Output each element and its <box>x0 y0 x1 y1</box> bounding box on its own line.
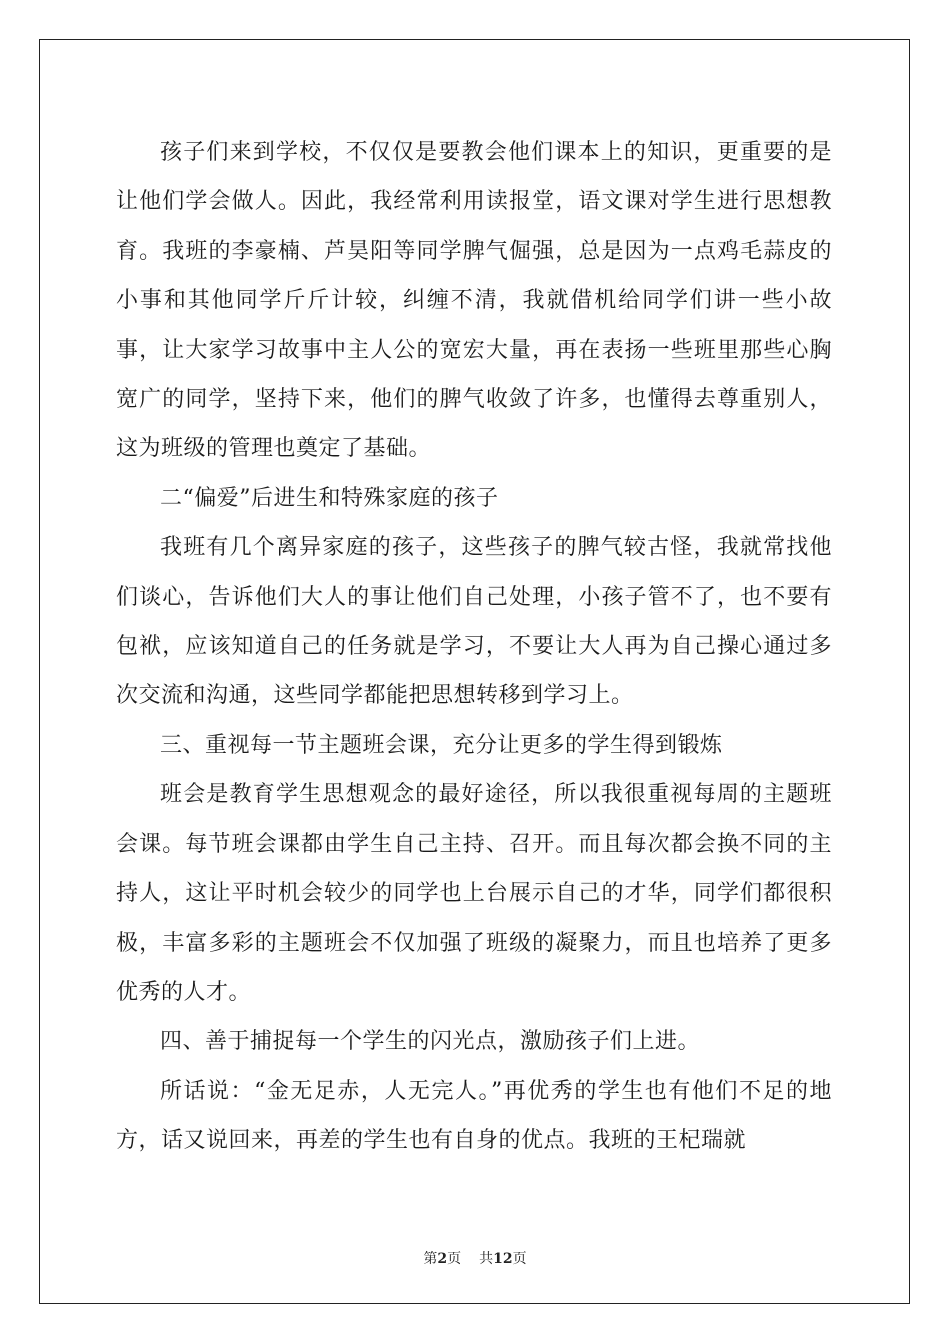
page-label-prefix: 第 <box>423 1251 438 1267</box>
section-heading: 二“偏爱”后进生和特殊家庭的孩子 <box>160 485 499 511</box>
paragraph: 孩子们来到学校，不仅仅是要教会他们课本上的知识，更重要的是让他们学会做人。因此，我经常利用读报堂，语文课对学生进行思想教育。我班的李豪楠、芦昊阳等同学脾气倔强，总是因为一点鸡毛蒜皮的小事和其他同学斤斤计较，纠缠不清，我就借机给同学们讲一些小故事，让大家学习故事中主人公的宽宏大量，再在表扬一些班里那些心胸宽广的同学，坚持下来，他们的脾气收敛了许多，也懂得去尊重别人，这为班级的管理也奠定了基础。 <box>116 140 832 462</box>
section-heading: 三、重视每一节主题班会课，充分让更多的学生得到锻炼 <box>160 732 723 758</box>
paragraph: 所话说：“金无足赤，人无完人。”再优秀的学生也有他们不足的地方，话又说回来，再差的学生也有自身的优点。我班的王杞瑞就 <box>116 1078 832 1154</box>
paragraph: 我班有几个离异家庭的孩子，这些孩子的脾气较古怪，我就常找他们谈心，告诉他们大人的事让他们自己处理，小孩子管不了，也不要有包袱，应该知道自己的任务就是学习，不要让大人再为自己操心通过多次交流和沟通，这些同学都能把思想转移到学习上。 <box>116 535 832 709</box>
page-footer <box>0 1248 950 1268</box>
page-label-suffix: 页 <box>447 1251 462 1267</box>
total-label-suffix: 页 <box>512 1251 527 1267</box>
total-label-prefix: 共 <box>479 1251 494 1267</box>
total-page-number: 12 <box>493 1251 513 1267</box>
document-body <box>116 128 832 1166</box>
section-heading: 四、善于捕捉每一个学生的闪光点，激励孩子们上进。 <box>160 1029 701 1055</box>
current-page-number: 2 <box>437 1251 448 1267</box>
paragraph: 班会是教育学生思想观念的最好途径，所以我很重视每周的主题班会课。每节班会课都由学生自己主持、召开。而且每次都会换不同的主持人，这让平时机会较少的同学也上台展示自己的才华，同学们都很积极，丰富多彩的主题班会不仅加强了班级的凝聚力，而且也培养了更多优秀的人才。 <box>116 782 832 1005</box>
